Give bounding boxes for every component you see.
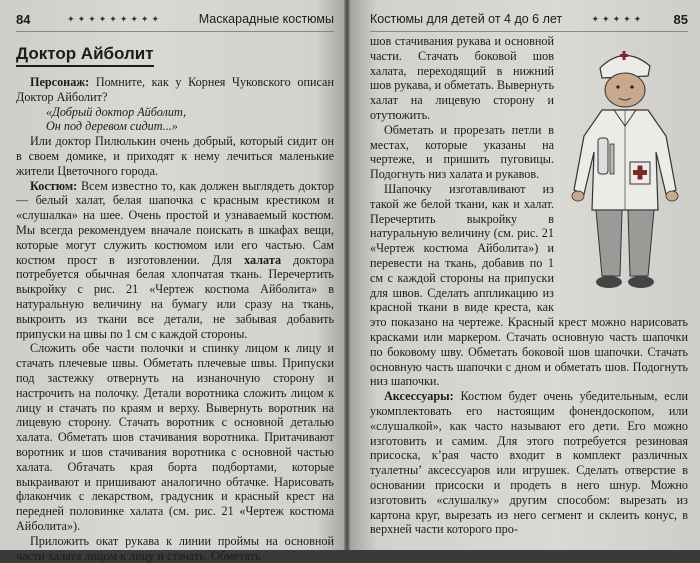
paragraph-text: Помните, как у Корнея Чуковского описан Доктор Айболит? [16, 75, 334, 104]
chapter-title: Доктор Айболит [16, 44, 154, 67]
page-number: 84 [16, 11, 31, 27]
bold-term: халата [244, 252, 282, 267]
paragraph: Приложить окат рукава к линии проймы на основной части халата лицом к лицу и стачать. Обметать [16, 533, 334, 563]
left-running-head [16, 10, 334, 32]
left-page [0, 0, 344, 563]
paragraph-text: доктора потребуется обычная белая хлопчатая ткань. Перечертить выкройку с рис. 21 «Чертеж костюма Айболита» в натуральную величину на бумагу или сразу на ткань, выкроить из ткани все детали, не забывая добавить припуски на швы по 1 см с каждой стороны. [16, 252, 334, 341]
paragraph-text: Всем известно то, как должен выглядеть доктор — белый халат, белая шапочка с красным крестиком и «слушалка» на шее. Очень простой и узнаваемый костюм. Мы всегда рекомендуем вначале поискать в шкафах вещи, которые могут служить костюмом или его частью. Сам костюм прост в изготовлении. Для [16, 178, 334, 267]
doctor-costume-illustration-icon [562, 40, 688, 302]
paragraph: Обметать и прорезать петли в местах, которые указаны на чертеже, и пришить пуговицы. Подогнуть низ халата и рукавов. [370, 122, 554, 182]
star-ornament-icon: ✦✦✦✦✦✦✦✦✦ [67, 13, 163, 24]
paragraph-text: Костюм будет очень убедительным, если укомплектовать его настоящим фонендоскопом, или «слушалкой», как часто называют его дети. Его можно изготовить и самим. Для этого потребуется резиновая присоска, к’рая часто входит в комплект различных туалетны’ аксессуаров или игрушек. Сделать отверстие в основании присоски и продеть в него шнур. Можно изготовить «слушалку» другим способом: вырезать из картона круг, вырезать из него сегмент и склеить конус, в верхней части которого про- [370, 389, 688, 537]
right-page [350, 0, 700, 550]
running-title: Маскарадные костюмы [198, 12, 334, 26]
paragraph-label: Аксессуары: [384, 389, 454, 404]
paragraph [370, 389, 688, 537]
star-ornament-icon: ✦✦✦✦✦ [591, 13, 645, 24]
paragraph-label: Костюм: [30, 178, 78, 193]
paragraph [16, 75, 334, 105]
paragraph [16, 179, 334, 342]
poem-line: Он под деревом сидит...» [46, 119, 178, 134]
poem-line: «Добрый доктор Айболит, [46, 104, 187, 119]
paragraph: Сложить обе части полочки и спинку лицом к лицу и стачать плечевые швы. Обметать плечевые швы. Припуски под застежку отвернуть на изнаночную сторону и настрочить на полочку. Детали воротника сложить лицом к лицу и стачать по краям и верху. Вывернуть воротник на лицевую сторону. Стачать воротник с основной деталью халата. Обметать шов стачивания воротника. Притачивают воротник и шов стачивания воротника с основной частью халата. Обтачать края борта подбортами, которые выкраивают и пришивают аналогично обтачке. Нарисовать флакончик с лекарством, градусник и красный крест на передней половинке халата (см. рис. 21 «Чертеж костюма Айболита»). [16, 341, 334, 533]
right-running-head [370, 10, 688, 32]
paragraph-label: Персонаж: [30, 75, 90, 89]
paragraph: Или доктор Пилюлькин очень добрый, который сидит он в своем домике, и приходят к нему лечиться маленькие жители Цветочного города. [16, 134, 334, 178]
running-title: Костюмы для детей от 4 до 6 лет [370, 12, 563, 26]
left-body-text [16, 75, 334, 563]
page-number: 85 [673, 11, 688, 27]
paragraph: Шапочку изготавливают из такой же белой ткани, как и халат. Перечертить выкройку в натуральную величину (см. рис. 21 «Чертеж костюма Айболита») и перевести на ткань, добавив по 1 см с каждой стороны на припуски для швов. Сделать аппликацию из красной ткани в виде креста, как это показано на чертеже. Красный крест можно нарисовать красками или маркером. Стачать основную часть шапочки по боковому шву. Обметать боковой шов шапочки. Стачать основную часть шапочки с дном и обметать шов. Подогнуть низ шапочки. [370, 181, 688, 389]
paragraph: шов стачивания рукава и основной части. Стачать боковой шов халата, переходящий в нижний шов рукава, и обметать. Вывернуть халат на лицевую сторону и отутюжить. [370, 34, 554, 122]
